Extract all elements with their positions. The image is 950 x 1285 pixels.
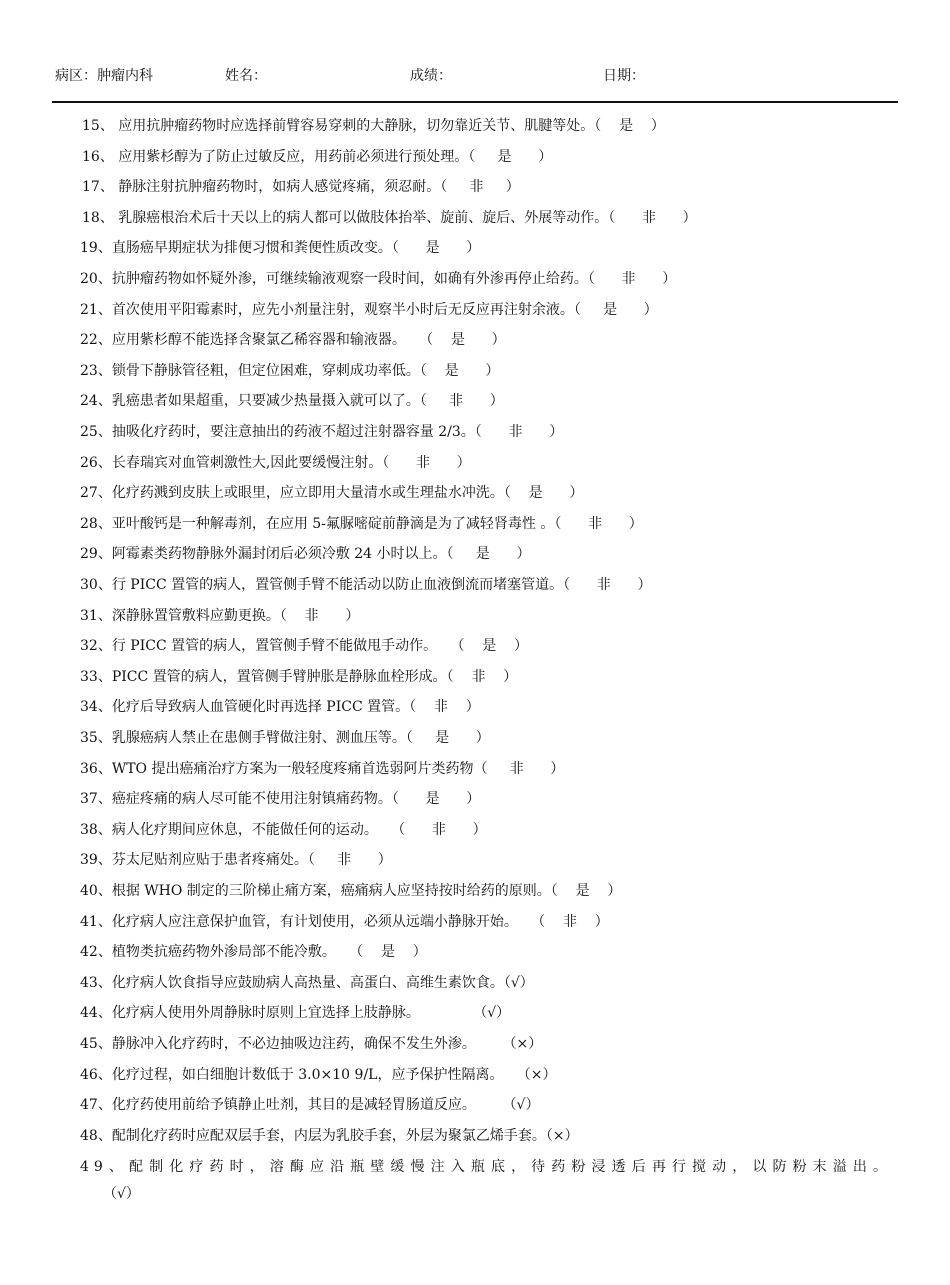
question-text: 化疗病人饮食指导应鼓励病人高热量、高蛋白、高维生素饮食。（√） [111,974,534,991]
question-text: 癌症疼痛的病人尽可能不使用注射镇痛药物。（ 是 ） [111,791,481,808]
question-number: 30、 [80,577,112,593]
question-text: 乳癌患者如果超重，只要减少热量摄入就可以了。（ 非 ） [111,393,504,410]
question-number: 18、 [82,209,114,226]
question-number: 41、 [80,913,112,930]
question-item [80,819,487,841]
question-number: 23、 [80,362,112,379]
name-label: 姓名： [225,68,267,84]
question-text: 静脉冲入化疗药时，不必边抽吸边注药，确保不发生外渗。 （×） [111,1036,543,1052]
question-item [80,299,658,321]
question-number: 31、 [80,607,112,624]
question-text: 化疗过程，如白细胞计数低于 3.0×10 9/L，应予保护性隔离。 （×） [111,1066,557,1083]
page-header [0,0,950,104]
question-text: 化疗病人使用外周静脉时原则上宜选择上肢静脉。 （√） [111,1005,511,1022]
question-text: 化疗后导致病人血管硬化时再选择 PICC 置管。（ 非 ） [111,699,480,716]
question-number: 40、 [80,883,112,899]
question-number: 47、 [80,1097,112,1114]
question-number: 15、 [82,118,114,134]
question-item [80,849,392,871]
question-text: 直肠癌早期症状为排便习惯和粪便性质改变。（ 是 ） [111,240,481,257]
question-49-answer: （√） [103,1186,140,1202]
score-label: 成绩： [410,68,452,84]
question-item [80,1125,579,1147]
question-text: 化疗药使用前给予镇静止吐剂，其目的是减轻胃肠道反应。 （√） [111,1097,540,1114]
question-number: 44、 [80,1005,112,1022]
question-item [80,696,480,718]
ward-label: 病区：肿瘤内科 [55,68,153,84]
question-text: 化疗药溅到皮肤上或眼里，应立即用大量清水或生理盐水冲洗。（ 是 ） [111,485,584,502]
question-text: 锁骨下静脉管径粗，但定位困难，穿刺成功率低。（ 是 ） [111,362,500,379]
question-item [80,666,517,688]
question-item [80,880,621,902]
question-number: 36、 [80,760,112,777]
question-text: 首次使用平阳霉素时，应先小剂量注射，观察半小时后无反应再注射余液。（ 是 ） [111,301,658,318]
date-label: 日期： [603,68,645,84]
question-item [80,237,480,259]
question-item [80,543,531,565]
question-item [80,972,534,994]
question-number: 16、 [82,148,114,165]
question-item [80,635,528,657]
question-item [80,605,359,627]
question-text: 静脉注射抗肿瘤药物时，如病人感觉疼痛，须忍耐。（ 非 ） [113,179,520,196]
question-item [80,329,506,351]
header-divider [52,101,898,103]
question-text: 乳腺癌根治术后十天以上的病人都可以做肢体抬举、旋前、旋后、外展等动作。（ 非 ） [113,209,697,226]
question-text: 行 PICC 置管的病人，置管侧手臂不能活动以防止血液倒流而堵塞管道。（ 非 ） [111,577,652,593]
question-item [80,452,471,474]
question-number: 39、 [80,852,112,869]
question-text: 乳腺癌病人禁止在患侧手臂做注射、测血压等。（ 是 ） [111,730,490,746]
question-number: 42、 [80,944,112,961]
question-number: 22、 [80,332,112,349]
question-number: 38、 [80,821,112,838]
question-number: 48、 [80,1127,112,1144]
question-number: 20、 [80,271,112,287]
question-item [82,115,665,137]
question-item [80,727,490,749]
question-item [80,574,652,596]
question-number: 28、 [80,515,112,532]
question-item [80,788,480,810]
question-number: 21、 [80,301,112,318]
question-text: 应用紫杉醇不能选择含聚氯乙稀容器和输液器。 （ 是 ） [111,332,506,349]
question-number: 43、 [80,974,112,991]
question-item [80,482,583,504]
question-text: 长春瑞宾对血管刺激性大,因此要缓慢注射。（ 非 ） [111,454,471,471]
question-text: 应用抗肿瘤药物时应选择前臂容易穿刺的大静脉，切勿靠近关节、肌腱等处。（ 是 ） [113,118,665,134]
question-number: 25、 [80,424,112,440]
question-item [82,146,552,168]
question-text: 深静脉置管敷料应勤更换。（ 非 ） [111,607,360,624]
question-text: 抽吸化疗药时，要注意抽出的药液不超过注射器容量 2/3。（ 非 ） [111,424,564,440]
question-number: 19、 [80,240,112,257]
question-text: 抗肿瘤药物如怀疑外渗，可继续输液观察一段时间，如确有外渗再停止给药。（ 非 ） [111,271,677,287]
question-item [80,1033,542,1055]
question-text: 根据 WHO 制定的三阶梯止痛方案，癌痛病人应坚持按时给药的原则。（ 是 ） [111,883,622,899]
question-item [80,941,427,963]
question-item [80,1002,510,1024]
question-text: 亚叶酸钙是一种解毒剂，在应用 5-氟脲嘧碇前静滴是为了减轻肾毒性 。（ 非 ） [111,515,643,532]
question-number: 46、 [80,1066,112,1083]
question-number: 24、 [80,393,112,410]
question-text: 阿霉素类药物静脉外漏封闭后必须冷敷 24 小时以上。（ 是 ） [111,546,531,563]
question-item [80,1094,539,1116]
question-item [80,513,643,535]
question-text: 配制化疗药时应配双层手套，内层为乳胶手套，外层为聚氯乙烯手套。（×） [111,1127,579,1144]
question-item [82,176,520,198]
question-item [80,268,676,290]
question-text: 病人化疗期间应休息，不能做任何的运动。 （ 非 ） [111,821,487,838]
question-number: 29、 [80,546,112,563]
question-number: 17、 [82,179,114,196]
question-item [80,390,504,412]
question-text: 行 PICC 置管的病人，置管侧手臂不能做甩手动作。 （ 是 ） [111,638,529,655]
question-number: 26、 [80,454,112,471]
question-text: PICC 置管的病人，置管侧手臂肿胀是静脉血栓形成。（ 非 ） [111,668,518,685]
question-number: 34、 [80,699,112,716]
question-text: 植物类抗癌药物外渗局部不能冷敷。 （ 是 ） [111,944,427,961]
question-number: 27、 [80,485,112,502]
question-item [80,758,564,780]
question-text: 化疗病人应注意保护血管，有计划使用，必须从远端小静脉开始。 （ 非 ） [111,913,609,930]
question-item [82,207,697,229]
question-item [80,911,609,933]
question-text: WTO 提出癌痛治疗方案为一般轻度疼痛首选弱阿片类药物（ 非 ） [111,760,565,777]
question-number: 32、 [80,638,112,655]
question-number: 33、 [80,668,112,685]
question-item [80,1064,557,1086]
question-number: 35、 [80,730,112,746]
question-text: 芬太尼贴剂应贴于患者疼痛处。（ 非 ） [111,852,392,869]
question-number: 37、 [80,791,112,808]
question-text: 应用紫杉醇为了防止过敏反应，用药前必须进行预处理。（ 是 ） [113,148,553,165]
question-49: 49、配制化疗药时，溶酶应沿瓶壁缓慢注入瓶底，待药粉浸透后再行搅动，以防粉末溢出。 [80,1159,892,1175]
question-item [80,360,499,382]
question-number: 45、 [80,1036,112,1052]
question-item [80,421,563,443]
